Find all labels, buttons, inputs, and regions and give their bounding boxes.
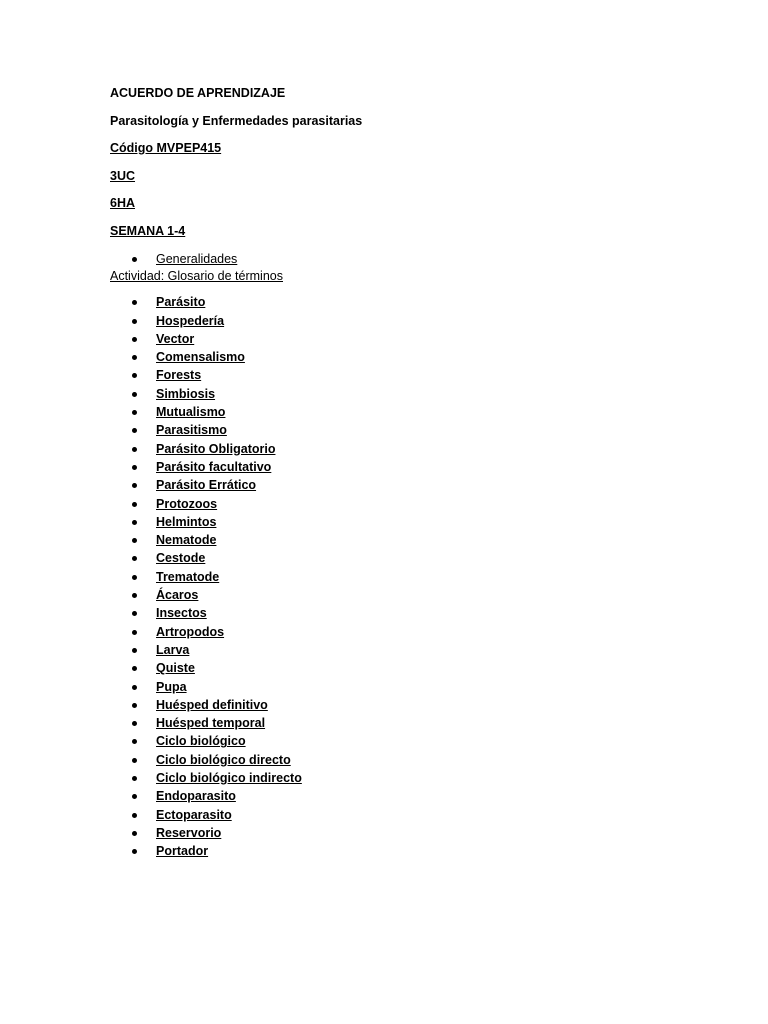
bullet-icon <box>132 685 137 690</box>
glossary-term: Larva <box>156 642 190 657</box>
list-item <box>110 586 710 604</box>
credits: 3UC <box>110 168 136 183</box>
list-item <box>110 623 710 641</box>
course-code: Código MVPEP415 <box>110 141 222 155</box>
bullet-icon <box>132 776 137 781</box>
glossary-term: Quiste <box>156 661 195 676</box>
bullet-icon <box>132 465 137 470</box>
glossary-term: Parásito <box>156 295 206 310</box>
bullet-icon <box>132 300 137 305</box>
bullet-icon <box>132 758 137 763</box>
glossary-term: Vector <box>156 331 195 346</box>
topic-label: Generalidades <box>156 252 238 266</box>
glossary-term: Artropodos <box>156 624 225 639</box>
bullet-icon <box>132 428 137 433</box>
list-item <box>110 440 710 458</box>
glossary-term: Endoparasito <box>156 789 236 804</box>
glossary-term: Ciclo biológico indirecto <box>156 771 302 786</box>
bullet-icon <box>132 538 137 543</box>
list-item <box>110 312 710 330</box>
list-item <box>110 714 710 732</box>
list-item <box>110 458 710 476</box>
list-item <box>110 824 710 842</box>
glossary-term: Helmintos <box>156 514 217 529</box>
glossary-term: Pupa <box>156 679 187 694</box>
bullet-icon <box>132 849 137 854</box>
glossary-term: Huésped definitivo <box>156 697 268 712</box>
list-item <box>110 751 710 769</box>
bullet-icon <box>132 611 137 616</box>
glossary-term: Comensalismo <box>156 350 245 365</box>
bullet-icon <box>132 648 137 653</box>
bullet-icon <box>132 703 137 708</box>
list-item <box>110 806 710 824</box>
list-item <box>110 787 710 805</box>
bullet-icon <box>132 813 137 818</box>
document-content <box>110 85 710 861</box>
list-item <box>110 366 710 384</box>
bullet-icon <box>132 794 137 799</box>
bullet-icon <box>132 483 137 488</box>
glossary-term: Mutualismo <box>156 405 226 420</box>
list-item <box>110 604 710 622</box>
glossary-term: Insectos <box>156 606 207 621</box>
bullet-icon <box>132 373 137 378</box>
list-item <box>110 348 710 366</box>
glossary-term: Parásito Errático <box>156 478 257 493</box>
bullet-icon <box>132 739 137 744</box>
list-item <box>110 513 710 531</box>
list-item <box>110 421 710 439</box>
list-item <box>110 531 710 549</box>
bullet-icon <box>132 257 137 262</box>
glossary-term: Hospedería <box>156 313 225 328</box>
bullet-icon <box>132 721 137 726</box>
glossary-term: Simbiosis <box>156 386 216 401</box>
glossary-term: Reservorio <box>156 825 222 840</box>
glossary-term: Portador <box>156 844 209 859</box>
glossary-term: Huésped temporal <box>156 716 266 731</box>
glossary-term: Ectoparasito <box>156 807 232 822</box>
bullet-icon <box>132 831 137 836</box>
glossary-term: Ciclo biológico <box>156 734 246 749</box>
glossary-term: Nematode <box>156 533 217 548</box>
list-item <box>110 769 710 787</box>
bullet-icon <box>132 575 137 580</box>
list-item <box>110 659 710 677</box>
week-label: SEMANA 1-4 <box>110 223 186 238</box>
list-item <box>110 330 710 348</box>
bullet-icon <box>132 392 137 397</box>
glossary-term: Ciclo biológico directo <box>156 752 291 767</box>
bullet-icon <box>132 319 137 324</box>
list-item <box>110 495 710 513</box>
bullet-icon <box>132 410 137 415</box>
topics-list <box>110 250 710 268</box>
list-item <box>110 476 710 494</box>
list-item <box>110 696 710 714</box>
document-heading: ACUERDO DE APRENDIZAJE <box>110 86 286 100</box>
list-item <box>110 385 710 403</box>
bullet-icon <box>132 520 137 525</box>
glossary-term: Trematode <box>156 569 220 584</box>
bullet-icon <box>132 666 137 671</box>
list-item <box>110 293 710 311</box>
list-item <box>110 842 710 860</box>
glossary-term: Parásito facultativo <box>156 459 272 474</box>
glossary-term: Forests <box>156 368 202 383</box>
list-item <box>110 641 710 659</box>
list-item <box>110 403 710 421</box>
bullet-icon <box>132 630 137 635</box>
glossary-list <box>110 293 710 860</box>
list-item <box>110 678 710 696</box>
bullet-icon <box>132 355 137 360</box>
bullet-icon <box>132 556 137 561</box>
list-item <box>110 549 710 567</box>
bullet-icon <box>132 502 137 507</box>
glossary-term: Parásito Obligatorio <box>156 441 276 456</box>
bullet-icon <box>132 337 137 342</box>
course-title: Parasitología y Enfermedades parasitarias <box>110 113 363 128</box>
bullet-icon <box>132 593 137 598</box>
glossary-term: Ácaros <box>156 588 199 603</box>
glossary-term: Cestode <box>156 551 206 566</box>
activity-label: Actividad: Glosario de términos <box>110 269 283 284</box>
list-item <box>110 568 710 586</box>
bullet-icon <box>132 447 137 452</box>
glossary-term: Protozoos <box>156 496 218 511</box>
glossary-term: Parasitismo <box>156 423 227 438</box>
hours: 6HA <box>110 196 136 210</box>
list-item <box>110 250 710 268</box>
list-item <box>110 732 710 750</box>
